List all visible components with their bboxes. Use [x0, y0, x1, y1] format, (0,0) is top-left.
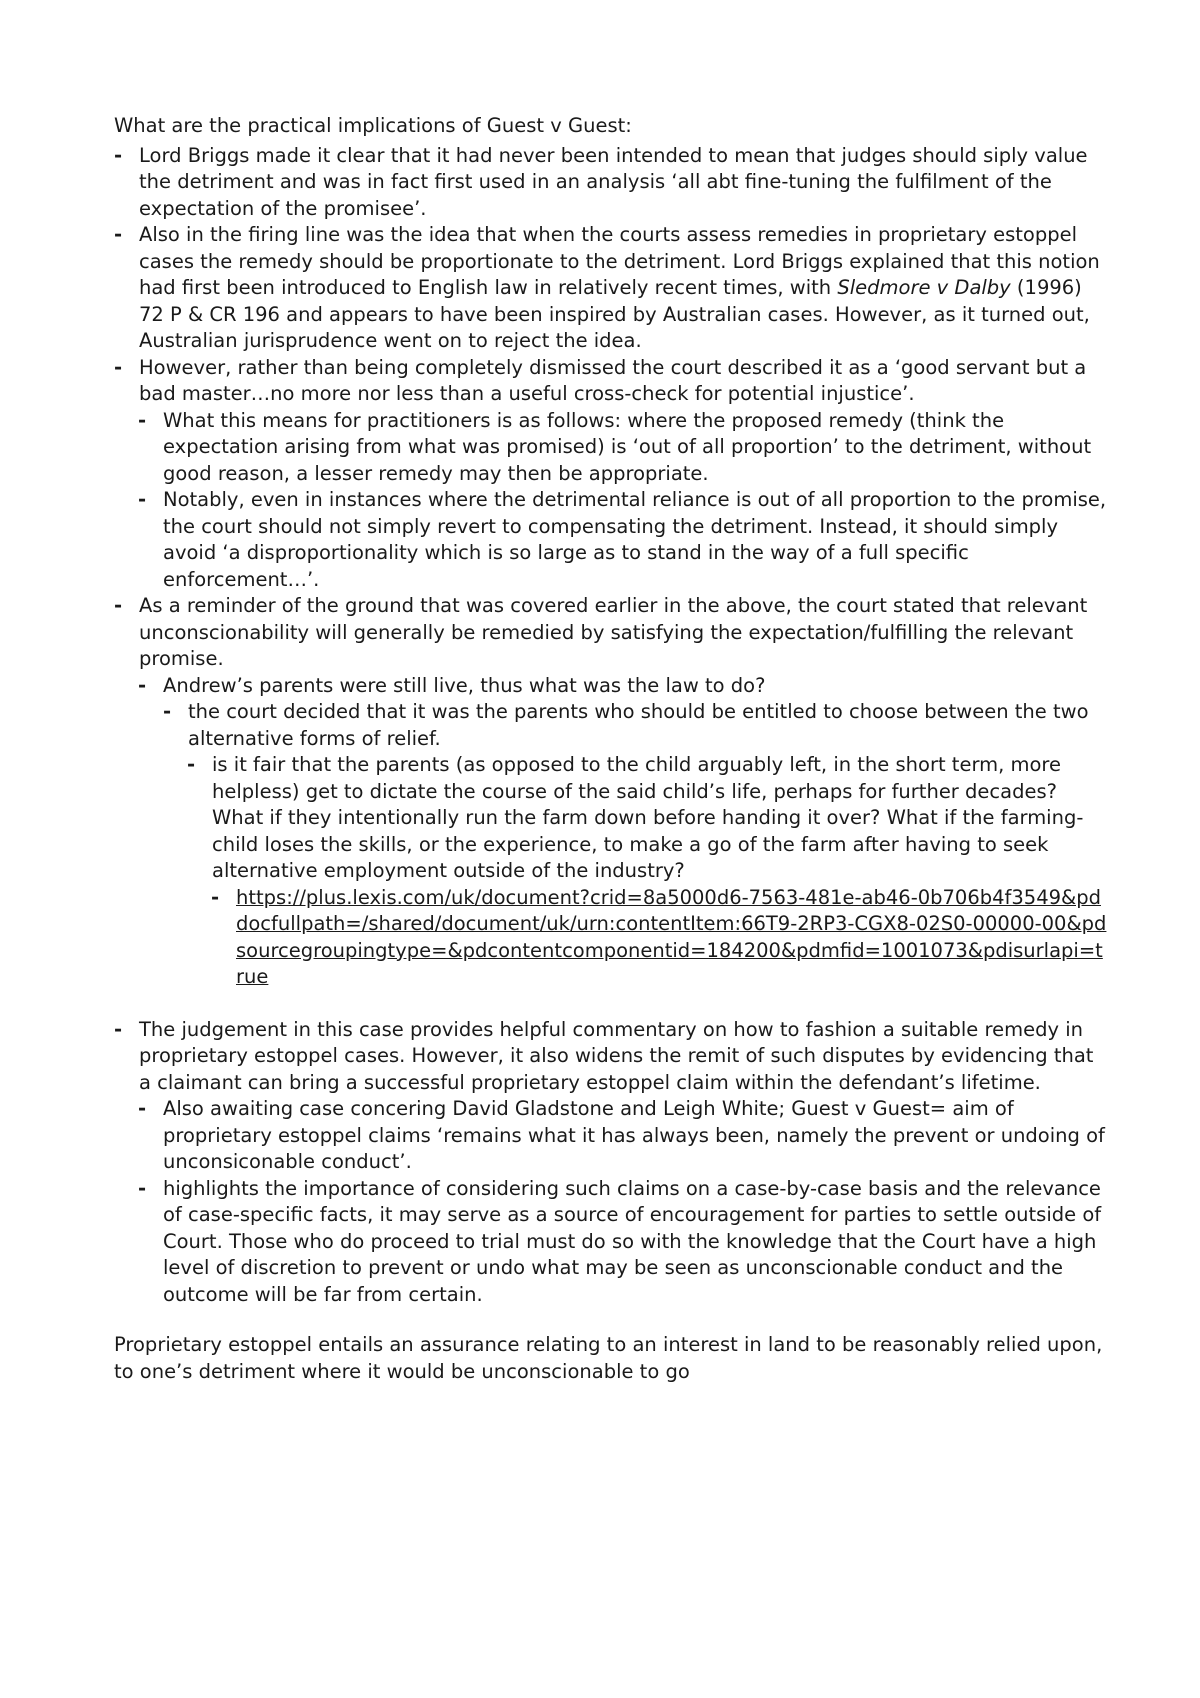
- list-item: - What this means for practitioners is as follows: where the proposed remedy (think the expectation arising from what was promised) is ‘out of all proportion’ to the detriment, without good reason, a lesser remedy may then be appropriate.: [138, 408, 1092, 485]
- bullet-dash: -: [138, 408, 147, 432]
- bullet-dash: -: [138, 488, 147, 511]
- bullet-dash: -: [138, 1176, 147, 1200]
- bullet-list: [114, 143, 1110, 1309]
- bullet-dash: -: [114, 355, 123, 379]
- list-item: - Also in the firing line was the idea that when the courts assess remedies in proprietary estoppel cases the remedy should be proportionate to the detriment. Lord Briggs explained that this notion had first been introduced to English law in relatively recent times, with Sledmore v Dalby (1996) 72 P & CR 196 and appears to have been inspired by Australian cases. However, as it turned out, Australian jurisprudence went on to reject the idea.: [114, 223, 1100, 352]
- bullet-dash: -: [163, 700, 172, 723]
- list-item: - Notably, even in instances where the detrimental reliance is out of all proportion to the promise, the court should not simply revert to compensating the detriment. Instead, it should simply avoid ‘a disproportionality which is so large as to stand in the way of a full specific enforcement…’.: [138, 488, 1107, 591]
- list-item: - highlights the importance of considering such claims on a case-by-case basis and the relevance of case-specific facts, it may serve as a source of encouragement for parties to settle outside of Court. Those who do proceed to trial must do so with the knowledge that the Court have a high level of discretion to prevent or undo what may be seen as unconscionable conduct and the outcome will be far from certain.: [138, 1176, 1102, 1306]
- bullet-dash: -: [138, 1097, 147, 1120]
- list-item: - The judgement in this case provides helpful commentary on how to fashion a suitable remedy in proprietary estoppel cases. However, it also widens the remit of such disputes by evidencing that a claimant can bring a successful proprietary estoppel claim within the defendant’s lifetime.: [114, 1017, 1094, 1094]
- bullet-dash: -: [138, 673, 147, 697]
- bullet-dash: -: [114, 1017, 123, 1041]
- list-item: [211, 885, 1110, 991]
- bullet-dash: -: [114, 143, 123, 167]
- list-item: - Andrew’s parents were still live, thus what was the law to do?: [163, 673, 1110, 700]
- lexis-document-link[interactable]: https://plus.lexis.com/uk/document?crid=8a5000d6-7563-481e-ab46-0b706b4f3549&pddocfullpath=/shared/document/uk/urn:contentItem:66T9-2RP3-CGX8-02S0-00000-00&pdsourcegroupingtype=&pdcontentcomponentid=184200&pdmfid=1001073&pdisurlapi=true: [236, 885, 1107, 988]
- bullet-dash: -: [114, 594, 123, 617]
- section-heading: What are the practical implications of Guest v Guest:: [114, 114, 632, 137]
- closing-paragraph: Proprietary estoppel entails an assurance relating to an interest in land to be reasonably relied upon, to one’s detriment where it would be unconscionable to go: [114, 1333, 1103, 1383]
- list-item: - Lord Briggs made it clear that it had never been intended to mean that judges should siply value the detriment and was in fact first used in an analysis ‘all abt fine-tuning the fulfilment of the expectation of the promisee’.: [114, 143, 1088, 220]
- list-item: - However, rather than being completely dismissed the court described it as a ‘good servant but a bad master…no more nor less than a useful cross-check for potential injustice’.: [114, 355, 1087, 405]
- list-item: - the court decided that it was the parents who should be entitled to choose between the two alternative forms of relief.: [163, 700, 1089, 750]
- bullet-dash: -: [114, 223, 123, 246]
- bullet-dash: -: [187, 753, 196, 776]
- list-item: - is it fair that the parents (as opposed to the child arguably left, in the short term, more helpless) get to dictate the course of the said child’s life, perhaps for further decades? What if they intentionally run the farm down before handing it over? What if the farming-child loses the skills, or the experience, to make a go of the farm after having to seek alternative employment outside of the industry?: [187, 753, 1084, 882]
- bullet-dash: -: [211, 885, 220, 909]
- case-name: Sledmore v Dalby: [837, 276, 1011, 299]
- list-item: - Also awaiting case concering David Gladstone and Leigh White; Guest v Guest= aim of proprietary estoppel claims ‘remains what it has always been, namely the prevent or undoing of unconsiconable conduct’.: [138, 1097, 1105, 1173]
- list-item: - As a reminder of the ground that was covered earlier in the above, the court stated that relevant unconscionability will generally be remedied by satisfying the expectation/fulfilling the relevant promise.: [114, 594, 1088, 670]
